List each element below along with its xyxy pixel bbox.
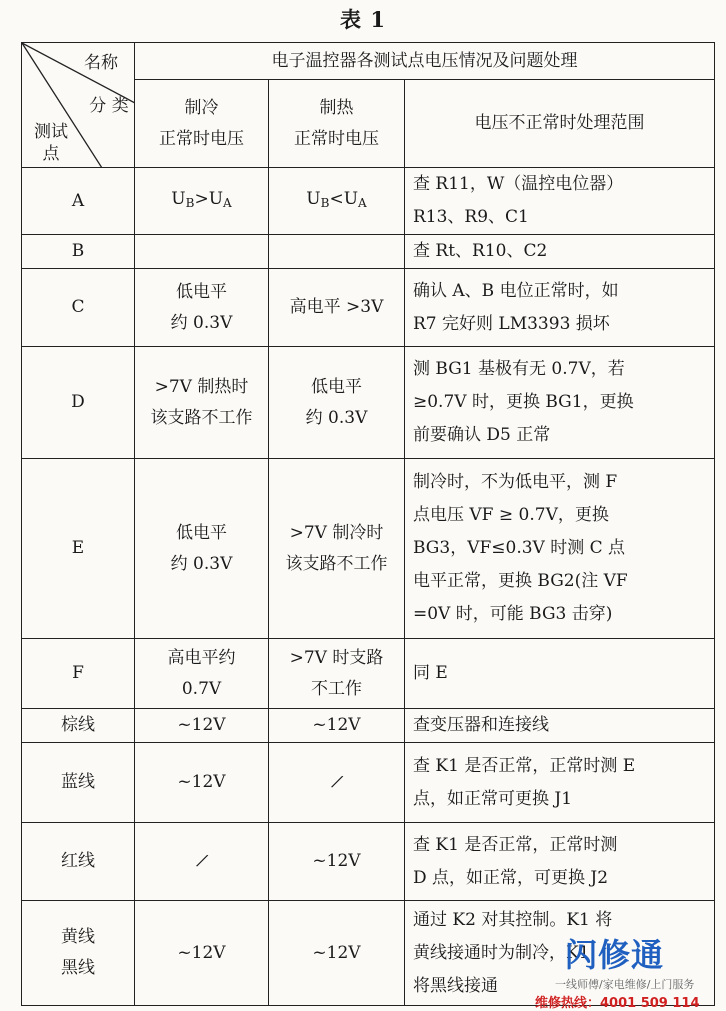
row-handling-line: 点，如正常可更换 J1 xyxy=(413,788,573,809)
row-heating-line: ~12V xyxy=(312,851,361,871)
row-handling-line: 确认 A、B 电位正常时，如 xyxy=(413,280,619,301)
row-handling-line: 通过 K2 对其控制。K1 将 xyxy=(413,909,613,930)
table-row xyxy=(22,709,715,743)
slash-mark: / xyxy=(330,771,343,793)
row-cooling-line: 该支路不工作 xyxy=(150,407,253,428)
row-point-line: D xyxy=(71,392,85,412)
row-cooling xyxy=(135,709,269,743)
row-heating xyxy=(269,269,405,347)
corner-test-point: 测试点 xyxy=(34,122,68,164)
row-heating-line: ~12V xyxy=(312,942,361,963)
corner-category: 分 类 xyxy=(89,96,129,116)
row-cooling-line: ~12V xyxy=(177,942,226,963)
row-handling-line: R7 完好则 LM3393 损坏 xyxy=(413,313,610,334)
table-row xyxy=(22,269,715,347)
row-point-line: E xyxy=(71,538,85,558)
row-cooling-line: 0.7V xyxy=(181,678,222,699)
row-heating xyxy=(269,235,405,269)
row-cooling xyxy=(135,269,269,347)
row-handling-line: 查 K1 是否正常，正常时测 E xyxy=(413,755,636,776)
row-heating-line: 不工作 xyxy=(311,678,362,699)
row-heating xyxy=(269,168,405,235)
row-handling-line: 点电压 VF ≥ 0.7V，更换 xyxy=(413,505,609,525)
row-point-line: F xyxy=(72,663,84,683)
slash-mark: / xyxy=(195,850,208,872)
row-cooling-line: 约 0.3V xyxy=(170,553,233,574)
header-cooling-line2: 正常时电压 xyxy=(159,128,244,149)
header-heating-line1: 制热 xyxy=(319,97,354,118)
header-cooling xyxy=(135,80,269,168)
row-handling-line: 查变压器和连接线 xyxy=(413,715,549,735)
row-point xyxy=(22,347,135,459)
row-heating xyxy=(269,709,405,743)
row-point xyxy=(22,901,135,1006)
row-handling-line: =0V 时，可能 BG3 击穿) xyxy=(413,604,613,624)
row-cooling xyxy=(135,901,269,1006)
header-handling: 电压不正常时处理范围 xyxy=(405,80,715,168)
row-heating-line: 约 0.3V xyxy=(305,407,368,428)
row-point-line: 黑线 xyxy=(61,958,95,978)
row-handling-line: 制冷时，不为低电平，测 F xyxy=(413,472,618,492)
row-cooling xyxy=(135,743,269,823)
row-handling-line: ≥0.7V 时，更换 BG1，更换 xyxy=(413,392,634,412)
row-heating-line: 高电平 >3V xyxy=(289,297,384,317)
row-point xyxy=(22,269,135,347)
row-heating xyxy=(269,823,405,901)
row-handling-line: BG3，VF≤0.3V 时测 C 点 xyxy=(413,538,626,558)
row-handling xyxy=(405,743,715,823)
row-handling xyxy=(405,459,715,639)
row-cooling xyxy=(135,823,269,901)
row-handling xyxy=(405,823,715,901)
row-point-line: C xyxy=(71,297,85,317)
row-handling xyxy=(405,269,715,347)
row-point xyxy=(22,823,135,901)
row-cooling-line: $U_B>U_A$ xyxy=(171,188,232,210)
row-heating xyxy=(269,639,405,709)
row-point-line: 红线 xyxy=(61,851,95,871)
row-handling-line: D 点，如正常，可更换 J2 xyxy=(413,867,609,888)
row-handling-line: 电平正常，更换 BG2(注 VF xyxy=(413,571,628,591)
header-heating-line2: 正常时电压 xyxy=(294,128,379,149)
row-point xyxy=(22,459,135,639)
row-heating xyxy=(269,901,405,1006)
row-handling-line: R13、R9、C1 xyxy=(413,207,529,227)
row-handling-line: 查 Rt、R10、C2 xyxy=(413,241,548,261)
table-row xyxy=(22,743,715,823)
row-cooling-line: >7V 制热时 xyxy=(154,376,249,397)
row-point-line: A xyxy=(71,190,85,211)
row-handling xyxy=(405,168,715,235)
row-point-line: 蓝线 xyxy=(61,772,95,792)
row-point xyxy=(22,639,135,709)
row-cooling-line: 高电平约 xyxy=(167,647,236,668)
row-cooling-line xyxy=(138,846,265,877)
row-cooling xyxy=(135,459,269,639)
row-cooling-line: 低电平 xyxy=(176,522,227,543)
watermark-hotline: 维修热线：4001 509 114 xyxy=(535,996,700,1011)
row-cooling xyxy=(135,168,269,235)
row-point xyxy=(22,168,135,235)
header-corner xyxy=(22,43,135,168)
row-heating-line: 该支路不工作 xyxy=(285,553,388,574)
table-row xyxy=(22,639,715,709)
watermark-brand: 闪修通 xyxy=(565,936,665,974)
row-heating-line: $U_B<U_A$ xyxy=(306,188,367,210)
row-handling-line: 同 E xyxy=(413,663,448,683)
row-point xyxy=(22,235,135,269)
row-handling xyxy=(405,639,715,709)
row-heating-line: 低电平 xyxy=(311,376,362,397)
voltage-table xyxy=(21,42,715,1006)
row-point-line: B xyxy=(71,241,85,261)
row-heating-line: ~12V xyxy=(312,715,361,735)
row-heating xyxy=(269,459,405,639)
row-cooling-line: ~12V xyxy=(177,715,226,735)
table-row xyxy=(22,459,715,639)
row-handling-line: 查 K1 是否正常，正常时测 xyxy=(413,834,618,855)
header-cooling-line1: 制冷 xyxy=(184,97,219,118)
row-cooling-line: ~12V xyxy=(177,772,226,792)
table-row xyxy=(22,235,715,269)
row-heating xyxy=(269,347,405,459)
row-handling-line: 前要确认 D5 正常 xyxy=(413,425,551,445)
row-handling xyxy=(405,347,715,459)
row-cooling xyxy=(135,235,269,269)
table-row xyxy=(22,823,715,901)
row-heating xyxy=(269,743,405,823)
header-heating xyxy=(269,80,405,168)
table-title: 表 1 xyxy=(340,7,386,32)
row-cooling xyxy=(135,347,269,459)
watermark-tagline: 一线师傅/家电维修/上门服务 xyxy=(555,978,695,991)
row-point-line: 黄线 xyxy=(61,927,95,947)
row-point xyxy=(22,709,135,743)
corner-name: 名称 xyxy=(84,53,118,73)
header-main: 电子温控器各测试点电压情况及问题处理 xyxy=(135,43,715,80)
row-handling xyxy=(405,709,715,743)
row-point-line: 棕线 xyxy=(61,715,95,735)
row-cooling-line: 低电平 xyxy=(176,281,227,302)
row-handling-line: 查 R11，W（温控电位器） xyxy=(413,174,624,194)
row-handling-line: 测 BG1 基极有无 0.7V，若 xyxy=(413,359,625,379)
row-handling xyxy=(405,235,715,269)
row-heating-line: >7V 制冷时 xyxy=(289,522,384,543)
row-handling-line: 将黑线接通 xyxy=(413,975,498,996)
row-cooling xyxy=(135,639,269,709)
row-cooling-line: 约 0.3V xyxy=(170,312,233,333)
table-row xyxy=(22,168,715,235)
row-heating-line: >7V 时支路 xyxy=(289,647,384,668)
row-handling-line: 黄线接通时为制冷，K1 xyxy=(413,942,590,963)
row-heating-line xyxy=(272,767,401,798)
row-point xyxy=(22,743,135,823)
watermark-logo xyxy=(535,930,700,1011)
table-row xyxy=(22,347,715,459)
